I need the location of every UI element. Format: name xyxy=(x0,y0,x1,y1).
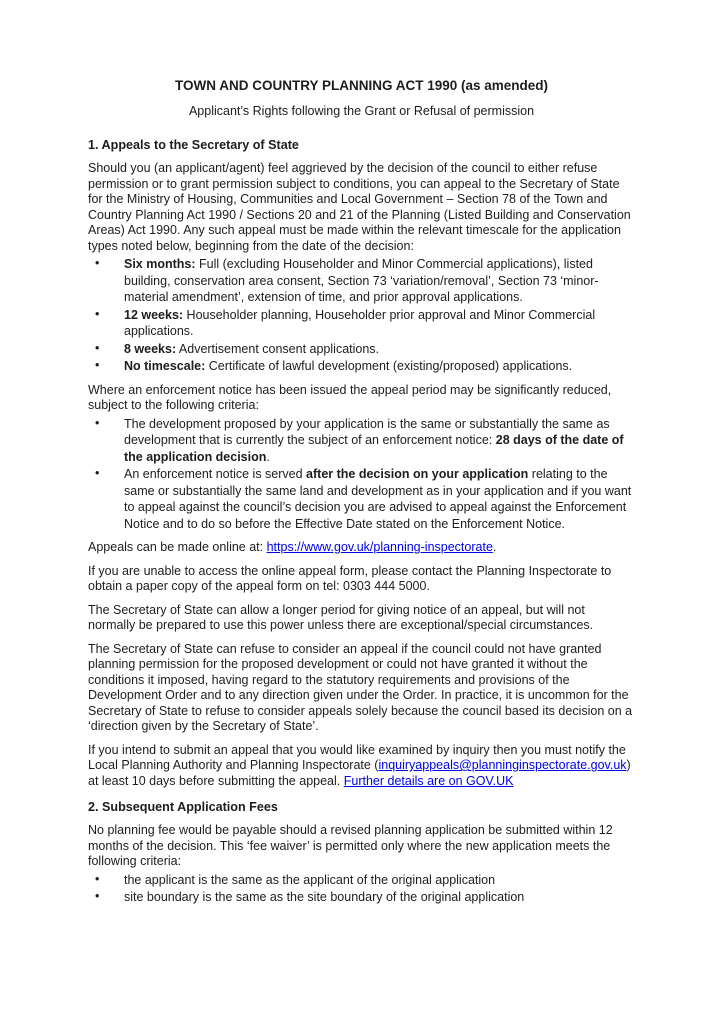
section-fees xyxy=(88,799,635,906)
bullet-icon: • xyxy=(95,358,100,372)
timescale-label: 8 weeks: xyxy=(124,341,177,356)
enforcement-text: An enforcement notice is served xyxy=(124,467,307,481)
para-online-appeals xyxy=(88,540,635,556)
fee-criteria-text: site boundary is the same as the site boundary of the original application xyxy=(124,890,525,904)
timescale-list xyxy=(88,256,635,375)
section-1-heading: 1. Appeals to the Secretary of State xyxy=(88,138,299,152)
bullet-icon: • xyxy=(95,415,100,430)
fee-criteria-list xyxy=(88,872,635,906)
inquiry-appeals-email-link[interactable]: inquiryappeals@planninginspectorate.gov.uk xyxy=(378,758,627,772)
fee-criteria-text: the applicant is the same as the applicant of the original application xyxy=(124,872,496,887)
para-refuse-to-consider: The Secretary of State can refuse to consider an appeal if the council could not have granted planning permission for the proposed development or could not have granted it without the conditions it imposed, having regard to the statutory requirements and provisions of the Development Order and to any direction given under the Order. In practice, it is uncommon for the Secretary of State to refuse to consider appeals solely because the council based its decision on a ‘direction given by the Secretary of State’. xyxy=(88,641,633,733)
para-paper-copy: If you are unable to access the online appeal form, please contact the Planning Inspectorate to obtain a paper copy of the appeal form on tel: 0303 444 5000. xyxy=(88,563,612,593)
bullet-icon: • xyxy=(95,871,100,886)
enforcement-text: The development proposed by your application is the same or substantially the same as development that is currently the subject of an enforcement notice: xyxy=(124,416,610,447)
inquiry-text: ) at least 10 days before submitting the appeal. xyxy=(88,758,631,788)
list-item-no-timescale xyxy=(95,358,635,375)
list-item-enforcement-served-after xyxy=(95,466,635,532)
document-subtitle: Applicant’s Rights following the Grant or Refusal of permission xyxy=(188,104,535,118)
enforcement-bold-text: 28 days of the date of the application decision xyxy=(124,433,624,464)
enforcement-text: relating to the same or substantially the same land and development as in your application and if you want to appeal against the council’s decision you are advised to appeal against the Enforcement Notice and to do so before the Effective Date stated on the Enforcement Notice. xyxy=(124,467,632,531)
timescale-label: 12 weeks: xyxy=(124,307,184,322)
document-title: TOWN AND COUNTRY PLANNING ACT 1990 (as amended) xyxy=(174,78,549,93)
timescale-text: Householder planning, Householder prior approval and Minor Commercial applications. xyxy=(124,307,596,338)
bullet-icon: • xyxy=(95,466,100,480)
timescale-text: Advertisement consent applications. xyxy=(176,341,380,356)
online-appeals-text: . xyxy=(492,540,497,554)
online-appeals-text: Appeals can be made online at: xyxy=(88,540,267,554)
enforcement-text: . xyxy=(266,449,270,464)
planning-inspectorate-link[interactable]: https://www.gov.uk/planning-inspectorate xyxy=(266,540,493,554)
para-appeal-rights: Should you (an applicant/agent) feel aggrieved by the decision of the council to either refuse permission or to grant permission subject to conditions, you can appeal to the Secretary of State for the Ministry of Housing, Communities and Local Government – Section 78 of the Town and Country Planning Act 1990 / Sections 20 and 21 of the Planning (Listed Building and Conservation Areas) Act 1990. Any such appeal must be made within the relevant timescale for the application types noted below, beginning from the date of the decision: xyxy=(88,161,631,253)
inquiry-text: If you intend to submit an appeal that you would like examined by inquiry then you must notify the Local Planning Authority and Planning Inspectorate ( xyxy=(88,742,626,772)
further-details-govuk-link[interactable]: Further details are on GOV.UK xyxy=(343,773,514,788)
enforcement-bold-text: after the decision on your application xyxy=(306,467,529,481)
section-appeals xyxy=(88,137,635,789)
list-item-same-site-boundary xyxy=(95,889,635,906)
section-2-heading: 2. Subsequent Application Fees xyxy=(88,800,278,814)
para-longer-period: The Secretary of State can allow a longer period for giving notice of an appeal, but will not normally be prepared to use this power unless there are exceptional/special circumstances. xyxy=(88,602,594,632)
list-item-six-months xyxy=(95,256,635,306)
list-item-eight-weeks xyxy=(95,340,635,358)
list-item-twelve-weeks xyxy=(95,306,635,340)
bullet-icon: • xyxy=(95,889,100,903)
bullet-icon: • xyxy=(95,256,100,270)
list-item-same-applicant xyxy=(95,871,635,889)
bullet-icon: • xyxy=(95,306,100,321)
para-enforcement-intro: Where an enforcement notice has been issued the appeal period may be significantly reduced, subject to the following criteria: xyxy=(88,382,612,412)
enforcement-criteria-list xyxy=(88,416,635,533)
timescale-label: No timescale: xyxy=(124,359,206,373)
list-item-enforcement-28-days xyxy=(95,415,635,466)
bullet-icon: • xyxy=(95,340,100,355)
timescale-label: Six months: xyxy=(124,257,196,271)
para-inquiry-notice xyxy=(88,743,635,790)
para-fee-waiver: No planning fee would be payable should a revised planning application be submitted within 12 months of the decision. This ‘fee waiver’ is permitted only where the new application meets the following criteria: xyxy=(88,823,613,868)
timescale-text: Certificate of lawful development (existing/proposed) applications. xyxy=(205,359,573,373)
timescale-text: Full (excluding Householder and Minor Commercial applications), listed building, conservation area consent, Section 73 ‘variation/removal’, Section 73 ‘minor-material amendment’, extension of time, and prior approval applications. xyxy=(124,257,599,304)
